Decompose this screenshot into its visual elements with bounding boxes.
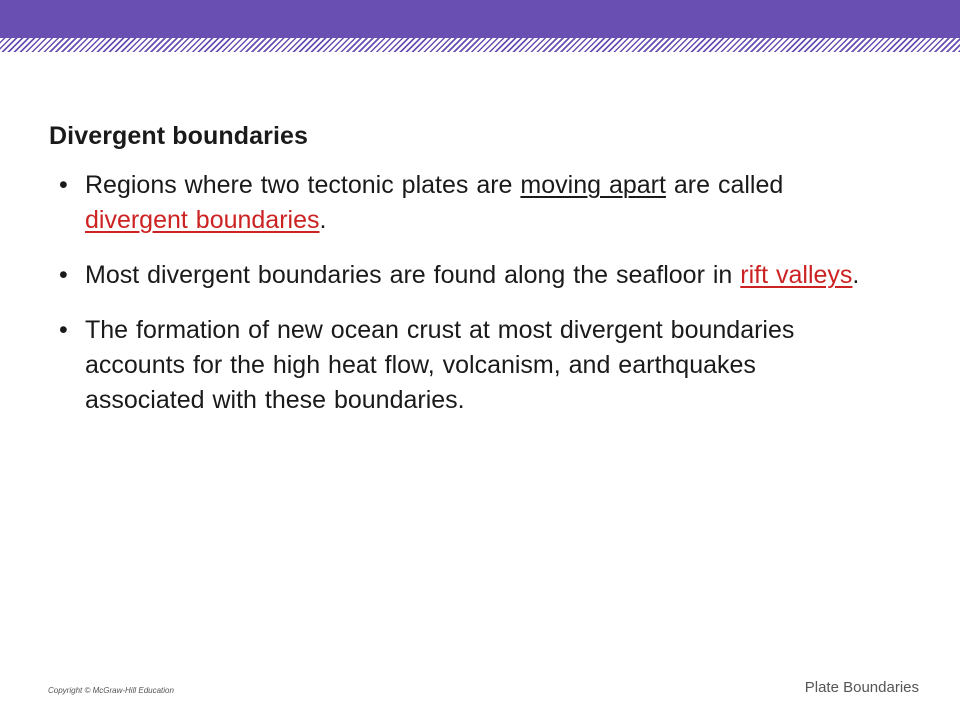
bullet-text: Regions where two tectonic plates are [85,171,521,199]
header-hatch-pattern [0,38,960,52]
key-term-link[interactable]: rift valleys [740,261,853,289]
footer-section-title: Plate Boundaries [804,679,919,696]
slide-heading: Divergent boundaries [49,122,308,150]
bullet-item [49,313,879,418]
bullet-item [49,258,879,293]
bullet-text: . [852,261,860,289]
bullet-item [49,168,879,238]
bullet-text: Most divergent boundaries are found along the seafloor in [85,261,741,289]
bullet-text: . [319,206,327,234]
underlined-phrase: moving apart [520,171,666,199]
header-banner [0,0,960,38]
bullet-list [49,168,879,438]
bullet-text: The formation of new ocean crust at most divergent boundaries accounts for the high heat flow, volcanism, and earthquakes associated with these boundaries. [85,316,795,414]
key-term-link[interactable]: divergent boundaries [85,206,320,234]
bullet-text: are called [665,171,784,199]
copyright-notice: Copyright © McGraw-Hill Education [48,686,174,695]
